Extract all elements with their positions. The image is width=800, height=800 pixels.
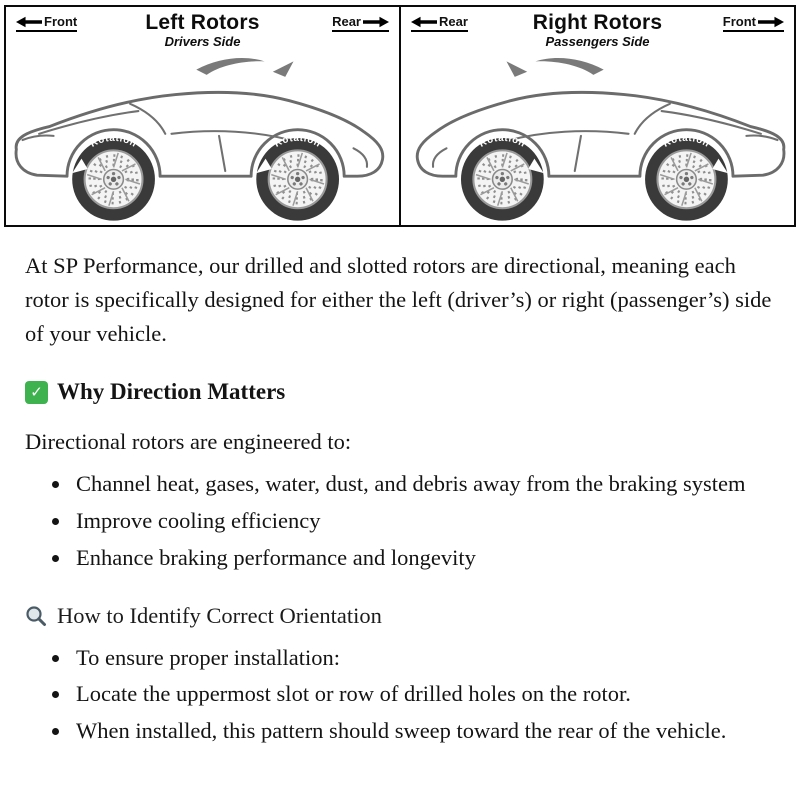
list-item: • Improve cooling efficiency	[72, 504, 775, 538]
identify-orientation-heading	[25, 603, 775, 629]
heading-text: Why Direction Matters	[57, 379, 286, 405]
right-panel-header	[401, 7, 794, 49]
front-direction-label	[16, 14, 77, 32]
right-arrow-icon	[363, 16, 389, 28]
rotation-label: Rotation	[477, 132, 528, 150]
rotation-label: Rotation	[88, 132, 139, 150]
left-arrow-icon	[411, 16, 437, 28]
why-direction-matters-heading	[25, 379, 775, 405]
direction-label-text: Front	[722, 14, 756, 29]
rotation-label: Rotation	[661, 132, 712, 150]
direction-benefits-list	[25, 467, 775, 574]
rear-direction-label	[332, 14, 389, 32]
right-arrow-icon	[758, 16, 784, 28]
panel-title: Right Rotors	[532, 11, 663, 34]
panel-subtitle: Passengers Side	[545, 34, 650, 50]
panel-title: Left Rotors	[145, 11, 260, 34]
rear-wheel-rotor	[256, 138, 339, 221]
rear-wheel-rotor	[645, 138, 728, 221]
orientation-steps-list	[25, 641, 775, 748]
check-icon: ✓	[25, 381, 48, 404]
magnifier-icon	[25, 605, 47, 627]
left-car-illustration	[6, 49, 399, 225]
intro-paragraph: At SP Performance, our drilled and slotted rotors are directional, meaning each rotor is specifically designed for either the left (driver’s) or right (passenger’s) side of your vehicle.	[25, 252, 772, 347]
direction-label-text: Rear	[439, 14, 468, 29]
heading-text: How to Identify Correct Orientation	[57, 602, 382, 628]
left-rotors-panel	[4, 5, 401, 227]
direction-label-text: Rear	[332, 14, 361, 29]
rear-direction-label	[411, 14, 468, 32]
rotation-label: Rotation	[272, 132, 323, 150]
list-item: • Locate the uppermost slot or row of drilled holes on the rotor.	[72, 677, 775, 711]
product-description	[0, 227, 800, 779]
front-wheel-rotor	[461, 138, 544, 221]
engineered-lead-text: Directional rotors are engineered to:	[25, 429, 352, 455]
front-wheel-rotor	[72, 138, 155, 221]
list-item: • To ensure proper installation:	[72, 641, 775, 675]
direction-label-text: Front	[44, 14, 78, 29]
list-item: • Enhance braking performance and longevity	[72, 541, 775, 575]
right-rotors-panel	[399, 5, 796, 227]
rotor-direction-diagram	[4, 5, 796, 227]
front-direction-label	[723, 14, 784, 32]
right-car-illustration	[401, 49, 794, 225]
panel-subtitle: Drivers Side	[164, 34, 241, 50]
left-arrow-icon	[16, 16, 42, 28]
left-panel-header	[6, 7, 399, 49]
list-item: • Channel heat, gases, water, dust, and debris away from the braking system	[72, 467, 775, 501]
list-item: • When installed, this pattern should sweep toward the rear of the vehicle.	[72, 714, 775, 748]
